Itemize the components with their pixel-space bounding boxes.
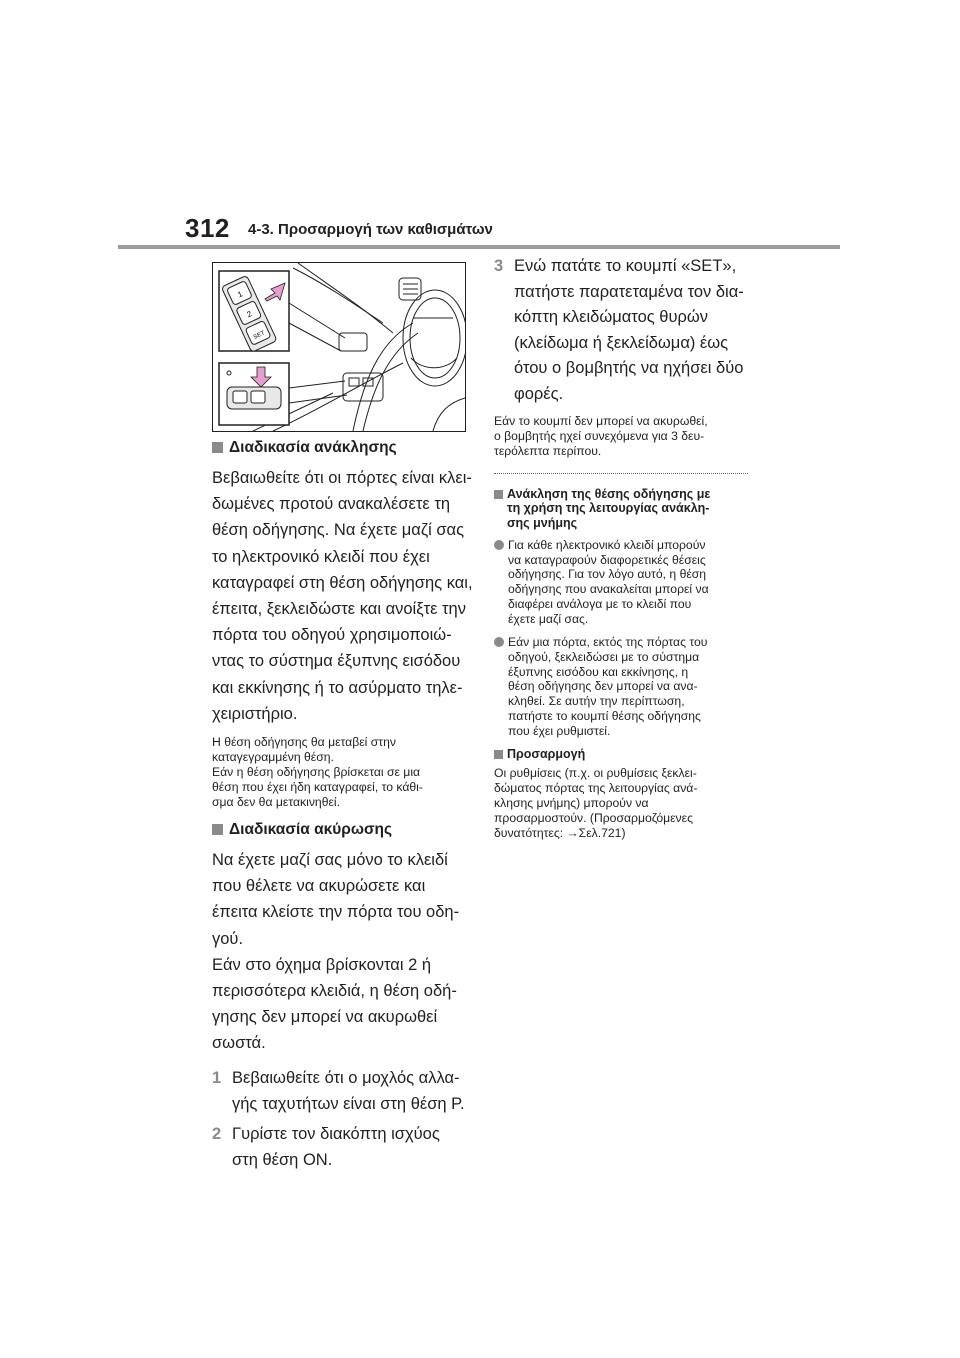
step-2: 2 Γυρίστε τον διακόπτη ισχύος στη θέση ON. bbox=[212, 1121, 482, 1173]
cancel-paragraph: Να έχετε μαζί σας μόνο το κλειδί που θέλετε να ακυρώσετε και έπειτα κλείστε την πόρτα του οδη- γού. Εάν στο όχημα βρίσκονται 2 ή περισσότερα κλειδιά, η θέση οδή- γησης δεν μπορεί να ακυρωθεί σωστά. bbox=[212, 851, 460, 1053]
step-3: 3 Ενώ πατάτε το κουμπί «SET», πατήστε παρατεταμένα τον δια- κόπτη κλειδώματος θυρών (κλείδωμα ή ξεκλείδωμα) έως ότου ο βομβητής να ηχήσει δύο φορές. bbox=[494, 254, 758, 408]
door-switch-illustration bbox=[212, 262, 466, 432]
bullet-item: Για κάθε ηλεκτρονικό κλειδί μπορούν να καταγραφούν διαφορετικές θέσεις οδήγησης. Για τον λόγο αυτό, η θέση οδήγησης που ανακαλείται μπορεί να διαφέρει ανάλογα με το κλειδί που έχετε μαζί σας. bbox=[494, 538, 758, 626]
step-number: 1 bbox=[212, 1068, 222, 1087]
round-bullet-icon bbox=[494, 637, 504, 647]
step3-note: Εάν το κουμπί δεν μπορεί να ακυρωθεί, ο βομβητής ηχεί συνεχόμενα για 3 δευ- τερόλεπτα περίπου. bbox=[494, 413, 708, 458]
memory-button-2-label: 2 bbox=[245, 309, 254, 320]
cancel-heading: Διαδικασία ακύρωσης bbox=[212, 820, 482, 839]
section-title: 4-3. Προσαρμογή των καθισμάτων bbox=[248, 221, 493, 238]
recall-paragraph: Βεβαιωθείτε ότι οι πόρτες είναι κλει- δωμένες προτού ανακαλέσετε τη θέση οδήγησης. Να έχετε μαζί σας το ηλεκτρονικό κλειδί που έχει καταγραφεί στη θέση οδήγησης και, έπειτα, ξεκλειδώστε και ανοίξτε την πόρτα του οδηγού χρησιμοποιώ- ντας το σύστημα έξυπνης εισόδου και εκκίνησης ή το ασύρματο τηλε- χειριστήριο. bbox=[212, 469, 473, 723]
right-column bbox=[494, 254, 758, 851]
page-number: 312 bbox=[185, 213, 230, 243]
memory-button-1-label: 1 bbox=[236, 289, 245, 300]
square-bullet-icon bbox=[494, 750, 503, 759]
left-column bbox=[212, 438, 482, 1177]
dotted-divider bbox=[494, 473, 748, 475]
car-interior-drawing bbox=[213, 263, 465, 431]
recall-note: Η θέση οδήγησης θα μεταβεί στην καταγεγραμμένη θέση. Εάν η θέση οδήγησης βρίσκεται σε μια θέση που έχει ήδη καταγραφεί, το κάθι- σμα δεν θα μετακινηθεί. bbox=[212, 735, 423, 810]
customization-paragraph: Οι ρυθμίσεις (π.χ. οι ρυθμίσεις ξεκλει- δώματος πόρτας της λειτουργίας ανά- κλησης μνήμης) μπορούν να προσαρμοστούν. (Προσαρμοζόμενες δυνατότητες: →Σελ.721) bbox=[494, 765, 698, 840]
square-bullet-icon bbox=[212, 442, 223, 453]
header-rule bbox=[118, 245, 840, 249]
round-bullet-icon bbox=[494, 540, 504, 550]
step-number: 2 bbox=[212, 1125, 222, 1144]
customization-heading: Προσαρμογή bbox=[494, 747, 758, 762]
bullet-item: Εάν μια πόρτα, εκτός της πόρτας του οδηγού, ξεκλειδώσει με το σύστημα έξυπνης εισόδου και εκκίνησης, η θέση οδήγησης δεν μπορεί να ανα- κληθεί. Σε αυτήν την περίπτωση, πατήστε το κουμπί θέσης οδήγησης που έχει ρυθμιστεί. bbox=[494, 635, 758, 738]
step-number: 3 bbox=[494, 257, 504, 275]
square-bullet-icon bbox=[494, 490, 503, 499]
square-bullet-icon bbox=[212, 824, 223, 835]
memory-recall-heading: Ανάκληση της θέσης οδήγησης με τη χρήση της λειτουργίας ανάκλη- σης μνήμης bbox=[494, 487, 758, 531]
recall-heading: Διαδικασία ανάκλησης bbox=[212, 438, 482, 457]
step-1: 1 Βεβαιωθείτε ότι ο μοχλός αλλα- γής ταχυτήτων είναι στη θέση P. bbox=[212, 1065, 482, 1117]
set-button-label: SET bbox=[252, 330, 266, 341]
